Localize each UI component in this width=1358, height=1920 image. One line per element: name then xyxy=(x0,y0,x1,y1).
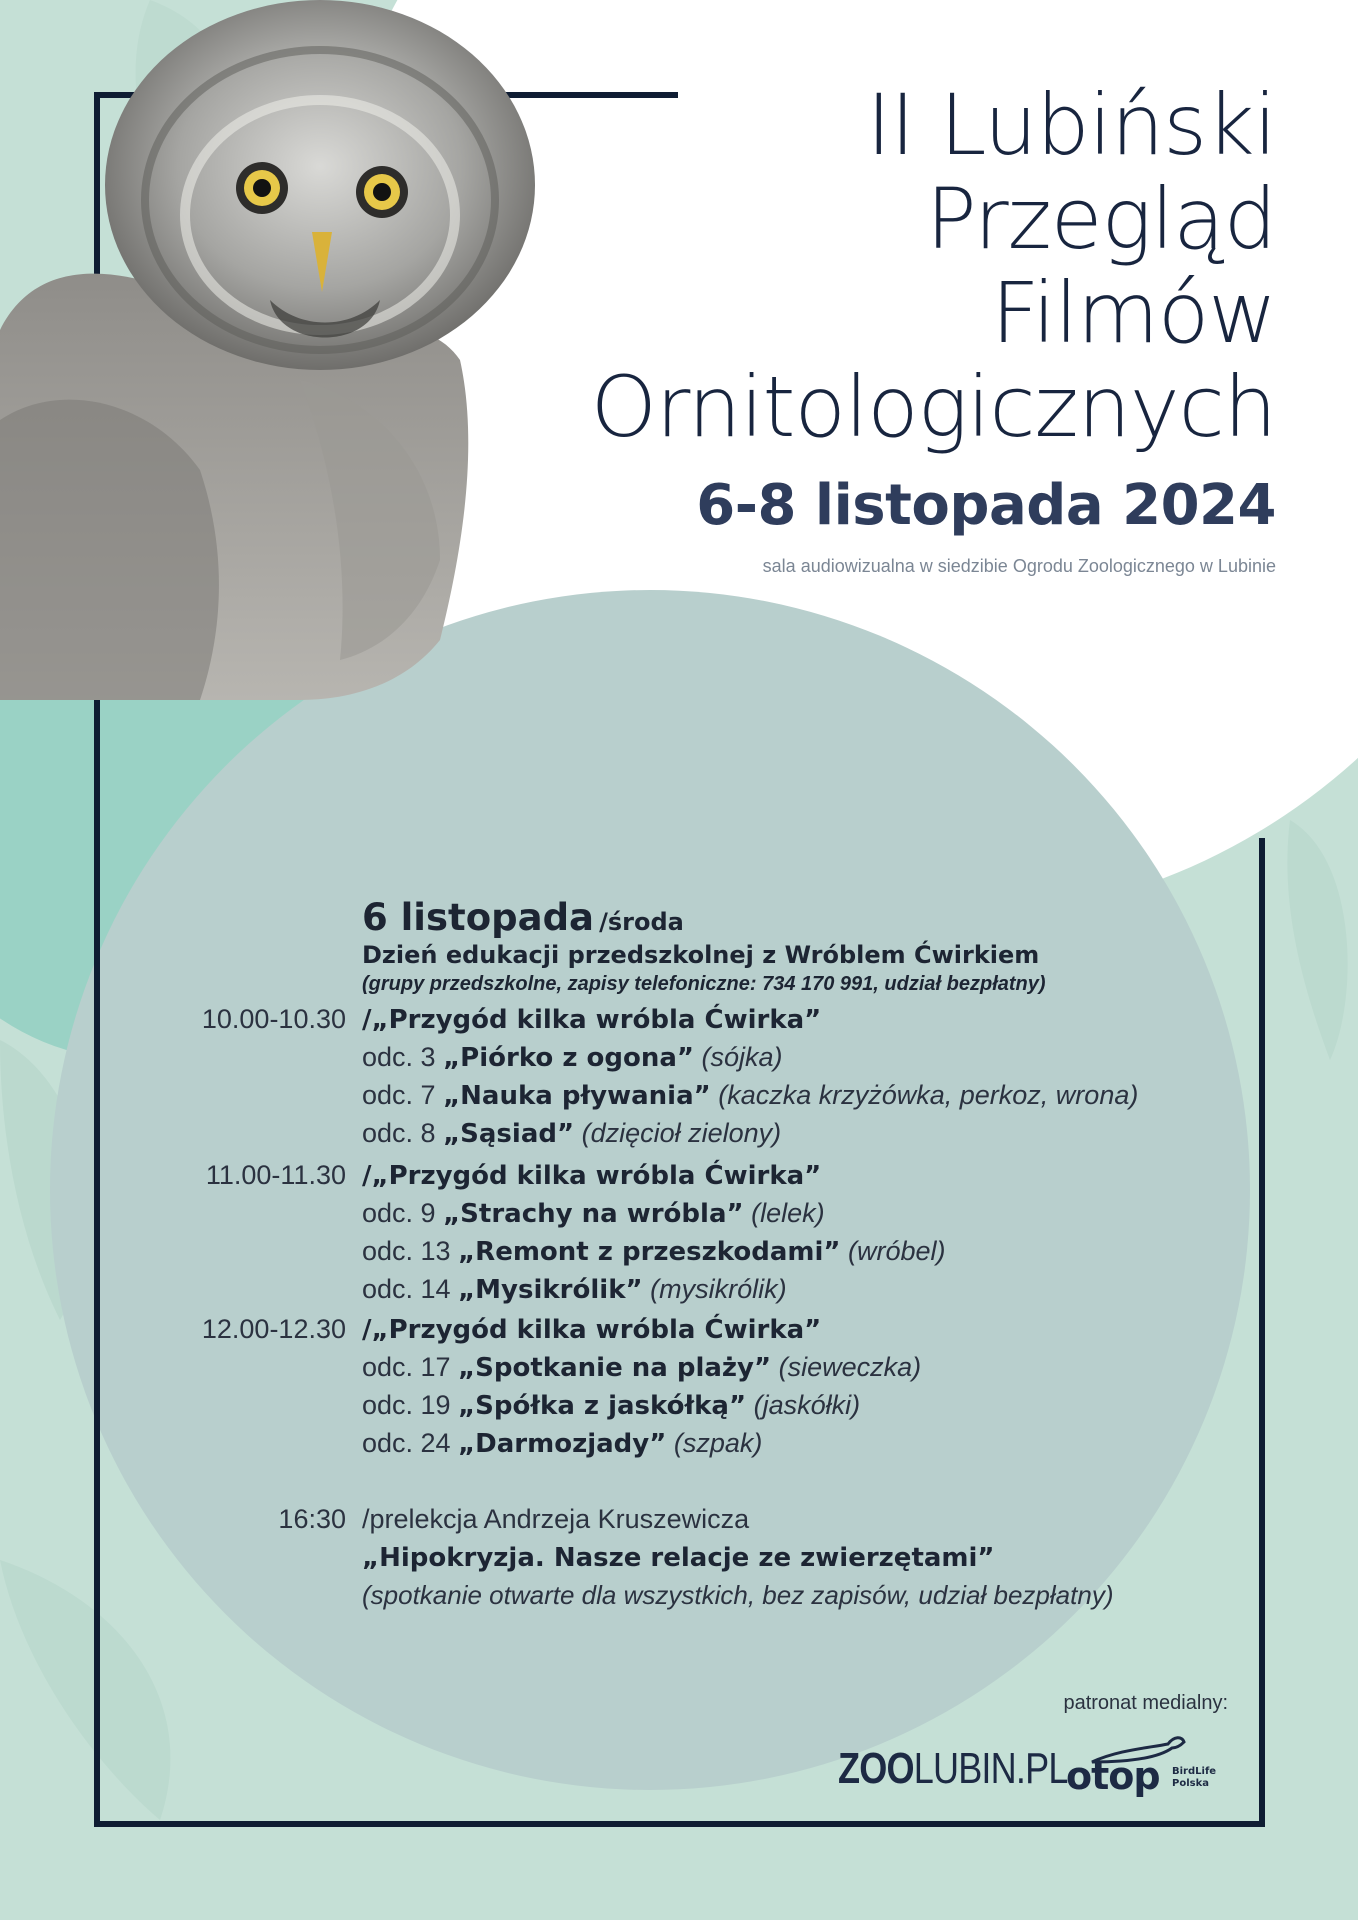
birdlife-line: Polska xyxy=(1172,1778,1209,1789)
episode-bird: (lelek) xyxy=(751,1198,825,1228)
day-subtitle: Dzień edukacji przedszkolnej z Wróblem Ćwirkiem xyxy=(362,941,1040,969)
episode-title: „Remont z przeszkodami” xyxy=(458,1237,841,1267)
episode-row xyxy=(0,1198,1358,1236)
lecture-title-row xyxy=(0,1542,1358,1580)
episode-title: „Strachy na wróbla” xyxy=(443,1199,744,1229)
lecture-title: „Hipokryzja. Nasze relacje ze zwierzętami” xyxy=(362,1543,995,1573)
episode-row xyxy=(0,1274,1358,1312)
episode-number: odc. 8 xyxy=(362,1118,436,1148)
episode-number: odc. 19 xyxy=(362,1390,451,1420)
episode-number: odc. 17 xyxy=(362,1352,451,1382)
episode-title: „Piórko z ogona” xyxy=(443,1043,694,1073)
zoo-logo-bold: ZOO xyxy=(838,1744,914,1793)
schedule-row xyxy=(0,1314,1358,1352)
schedule-row xyxy=(0,1004,1358,1042)
episode-bird: (mysikrólik) xyxy=(650,1274,787,1304)
lecture-note-row xyxy=(0,1580,1358,1618)
owl-image xyxy=(0,0,540,700)
episode-bird: (sójka) xyxy=(701,1042,783,1072)
episode-number: odc. 24 xyxy=(362,1428,451,1458)
episode-bird: (dzięcioł zielony) xyxy=(581,1118,782,1148)
episode-row xyxy=(0,1042,1358,1080)
lecture-time: 16:30 xyxy=(278,1504,346,1534)
title-line: Przegląd xyxy=(925,170,1276,268)
birdlife-text xyxy=(1172,1766,1216,1790)
episode-title: „Spotkanie na plaży” xyxy=(458,1353,772,1383)
patronage-label: patronat medialny: xyxy=(1063,1692,1228,1714)
title-line: II Lubiński xyxy=(866,76,1276,174)
episode-number: odc. 3 xyxy=(362,1042,436,1072)
day-weekday: /środa xyxy=(599,908,684,936)
venue: sala audiowizualna w siedzibie Ogrodu Zoologicznego w Lubinie xyxy=(762,556,1276,576)
zoo-logo-light: LUBIN.PL xyxy=(913,1744,1068,1793)
festival-title xyxy=(516,78,1276,454)
episode-row xyxy=(0,1428,1358,1466)
episode-bird: (sieweczka) xyxy=(778,1352,922,1382)
lecture-note: (spotkanie otwarte dla wszystkich, bez zapisów, udział bezpłatny) xyxy=(362,1580,1114,1610)
schedule-row xyxy=(0,1160,1358,1198)
otop-logo xyxy=(1066,1732,1226,1798)
episode-number: odc. 9 xyxy=(362,1198,436,1228)
birdlife-line: BirdLife xyxy=(1172,1766,1217,1777)
festival-dates: 6-8 listopada 2024 xyxy=(696,473,1276,538)
day-note: (grupy przedszkolne, zapisy telefoniczne: 734 170 991, udział bezpłatny) xyxy=(362,973,1046,995)
episode-title: „Nauka pływania” xyxy=(443,1081,711,1111)
zoolubin-logo xyxy=(838,1744,1068,1794)
episode-bird: (szpak) xyxy=(673,1428,763,1458)
episode-row xyxy=(0,1390,1358,1428)
series-title: /„Przygód kilka wróbla Ćwirka” xyxy=(362,1005,822,1035)
episode-number: odc. 13 xyxy=(362,1236,451,1266)
episode-bird: (kaczka krzyżówka, perkoz, wrona) xyxy=(718,1080,1139,1110)
lecture-intro: /prelekcja Andrzeja Kruszewicza xyxy=(362,1504,750,1534)
episode-number: odc. 14 xyxy=(362,1274,451,1304)
day-date: 6 listopada xyxy=(362,896,595,939)
episode-bird: (jaskółki) xyxy=(753,1390,861,1420)
series-title: /„Przygód kilka wróbla Ćwirka” xyxy=(362,1161,822,1191)
title-line: Filmów xyxy=(991,264,1276,362)
episode-title: „Spółka z jaskółką” xyxy=(458,1391,747,1421)
episode-title: „Sąsiad” xyxy=(443,1119,575,1149)
episode-row xyxy=(0,1080,1358,1118)
time-slot: 10.00-10.30 xyxy=(201,1004,346,1034)
episode-title: „Mysikrólik” xyxy=(458,1275,643,1305)
series-title: /„Przygód kilka wróbla Ćwirka” xyxy=(362,1315,822,1345)
time-slot: 11.00-11.30 xyxy=(205,1160,346,1190)
lecture-row xyxy=(0,1504,1358,1542)
episode-bird: (wróbel) xyxy=(848,1236,946,1266)
episode-title: „Darmozjady” xyxy=(458,1429,667,1459)
otop-text: otop xyxy=(1066,1754,1160,1798)
time-slot: 12.00-12.30 xyxy=(201,1314,346,1344)
day-heading xyxy=(362,896,684,939)
episode-row xyxy=(0,1352,1358,1390)
title-line: Ornitologicznych xyxy=(590,358,1276,456)
episode-row xyxy=(0,1236,1358,1274)
episode-number: odc. 7 xyxy=(362,1080,436,1110)
episode-row xyxy=(0,1118,1358,1156)
